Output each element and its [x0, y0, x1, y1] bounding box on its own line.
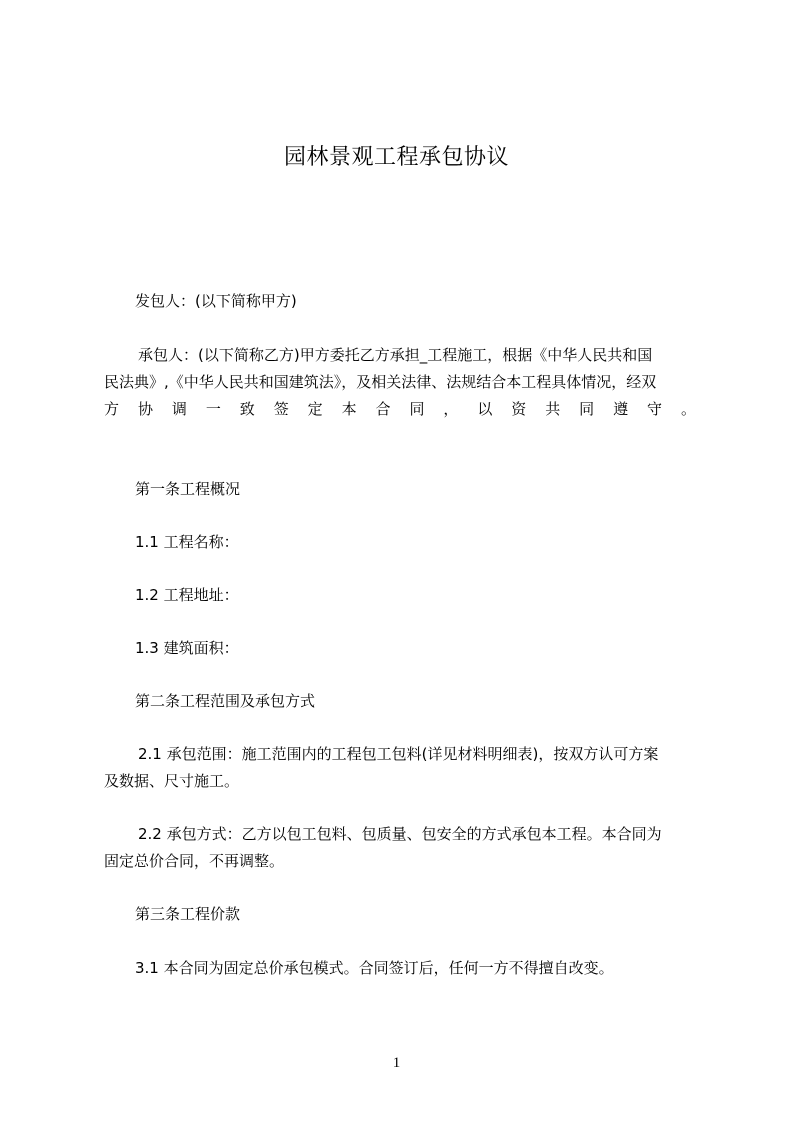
preamble-line-3-char: 签: [273, 400, 289, 418]
preamble-line-3: [104, 399, 696, 419]
preamble-line-3-char: 同: [579, 400, 595, 418]
preamble-line-3-char: 以: [477, 400, 493, 418]
preamble-line-1: 承包人：(以下简称乙方)甲方委托乙方承担_工程施工，根据《中华人民共和国: [138, 346, 653, 364]
article-3-item-1: 3.1 本合同为固定总价承包模式。合同签订后，任何一方不得擅自改变。: [135, 959, 614, 977]
party-a-line: 发包人：(以下简称甲方): [135, 292, 297, 310]
article-1-item-3: 1.3 建筑面积：: [135, 639, 239, 657]
article-1-item-1: 1.1 工程名称：: [135, 533, 239, 551]
article-2-item-2-line-2: 固定总价合同，不再调整。: [104, 852, 285, 870]
preamble-line-3-char: 定: [307, 400, 323, 418]
document-title: 园林景观工程承包协议: [283, 145, 509, 170]
article-2-item-1-line-2: 及数据、尺寸施工。: [104, 772, 240, 790]
preamble-line-2: 民法典》,《中华人民共和国建筑法》，及相关法律、法规结合本工程具体情况，经双: [104, 373, 657, 391]
preamble-line-3-char: 合: [375, 400, 391, 418]
preamble-line-3-char: 方: [104, 400, 120, 418]
preamble-line-3-char: 遵: [613, 400, 629, 418]
preamble-line-3-char: 致: [239, 400, 255, 418]
preamble-line-3-char: 资: [511, 400, 527, 418]
preamble-line-3-char: 同: [409, 400, 425, 418]
preamble-line-3-char: 协: [137, 400, 153, 418]
preamble-line-3-char: 一: [205, 400, 221, 418]
article-2-item-1-line-1: 2.1 承包范围：施工范围内的工程包工包料(详见材料明细表)，按双方认可方案: [138, 745, 659, 763]
article-1-item-2: 1.2 工程地址：: [135, 586, 239, 604]
article-2-item-2-line-1: 2.2 承包方式：乙方以包工包料、包质量、包安全的方式承包本工程。本合同为: [138, 825, 662, 843]
preamble-line-3-char: 本: [341, 400, 357, 418]
preamble-line-3-char: ，: [443, 400, 459, 418]
preamble-line-3-char: 共: [545, 400, 561, 418]
preamble-line-3-char: 调: [171, 400, 187, 418]
preamble-line-3-char: 守: [647, 400, 663, 418]
page-number: 1: [392, 1055, 401, 1071]
preamble-line-3-char: 。: [680, 400, 696, 418]
article-3-heading: 第三条工程价款: [135, 905, 241, 923]
article-1-heading: 第一条工程概况: [135, 480, 241, 498]
article-2-heading: 第二条工程范围及承包方式: [135, 692, 316, 710]
